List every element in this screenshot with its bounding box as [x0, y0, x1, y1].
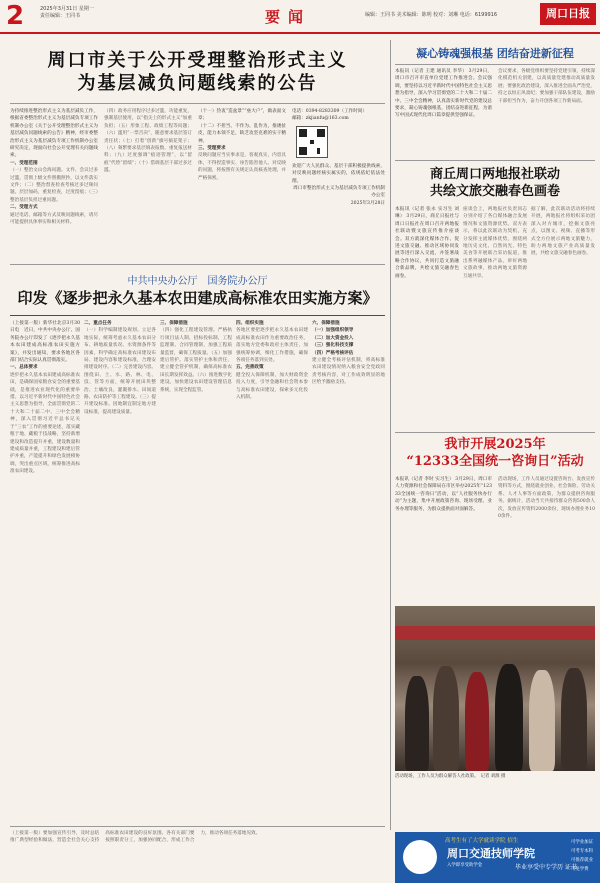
- sidebar1-column1: [395, 68, 492, 156]
- event-photo: [395, 606, 595, 771]
- article1-title-line1: 周口市关于公开受理整治形式主义: [47, 50, 348, 71]
- qr-code-icon: [296, 126, 328, 158]
- article1-email: 邮箱：zkjianfu@163.com: [292, 116, 349, 122]
- article2-filler: 各地区要把逐步把永久基本农田建成高标准农田作为重要政治任务，落实地方党委和政府主体责任，加强统筹协调，细化工作措施，确保各项任务落到实处。: [236, 328, 308, 364]
- sidebar2-column3: [531, 206, 595, 426]
- article1-top-rule: [10, 103, 385, 104]
- sidebar2-byline: 本报讯（记者 张永 实习生 刘琳）: [395, 207, 459, 220]
- sidebar2-filler: 座谈会上，两地报社负责同志分别介绍了各自媒体融合发展情况和文旅资源优势。双方表示，将以此次联动为契机，充分发挥主流媒体优势，围绕两地历史文化、自然风光、特色美食等开展联合采访报道，推出系列融媒体产品，讲好两地文旅故事，推动两地文旅资源互通共享。: [463, 207, 527, 279]
- page-header: [0, 0, 600, 34]
- article1-filler: （一）整治文山会海问题。文件、会议过多过滥，贯彻上级文件照搬照抄，以文件落实文件；（二）整治督查检查考核过多过频问题。层层加码，重复检查，过度留痕；（三）整治基层负担过重问题。: [10, 168, 98, 203]
- article2-column4: [236, 320, 308, 820]
- article1-col3-text: （十一）热衷“造盆景”“垒大户”，做表面文章； （十二）不担当、不作为、乱作为，推诿扯皮，能力本领不足，缺乏攻坚克难的实干精神。: [198, 109, 286, 144]
- sidebar1-title: 凝心铸魂强根基 团结奋进新征程: [416, 47, 574, 60]
- article1-signature: 周口市整治形式主义为基层减负专项工作机制办公室: [293, 186, 385, 199]
- sidebar2-title-line2: 共绘文旅交融春色画卷: [429, 184, 560, 199]
- article2-subhead: （三）强化科技支撑: [312, 343, 354, 349]
- header-editor: 责任编辑：王同书: [40, 13, 81, 19]
- ad-side-item: 可推荐就业: [571, 858, 593, 863]
- article1-column4: [292, 108, 385, 260]
- sidebar1-byline: 本报讯（记者 王建 通讯员 李华）: [395, 69, 467, 74]
- article2-head3: 三、保障措施: [160, 321, 188, 326]
- header-info: [40, 6, 160, 20]
- article1-date: 2025年3月28日: [350, 200, 385, 206]
- ad-tagline: 高考生有了大学就读学院 招生: [445, 838, 519, 844]
- article2-head6: 六、保障措施: [312, 321, 340, 326]
- article1-column3: [198, 108, 286, 260]
- article2-title: 印发《逐步把永久基本农田建成高标准农田实施方案》: [17, 289, 378, 307]
- sidebar3-text: 3月29日，周口市人力资源和社会保障局在市区举办2025年“12333全国统一咨询日”活动，以“人社服务快办行动”为主题，集中开展政策咨询、现场受理、业务办理等服务，为群众提供面对面解答。: [395, 477, 492, 512]
- sidebar2-column2: [463, 206, 527, 426]
- section-title: 要闻: [265, 8, 312, 26]
- article1-notice: 欢迎广大人民群众、基层干部积极提供线索，对反映问题经核实属实的，依规依纪依法处理。: [292, 163, 385, 184]
- column-divider: [390, 40, 391, 830]
- article2-filler: 逐步把永久基本农田建成高标准农田，是确保国家粮食安全的重要基础，是推进农业现代化的重要举措。以习近平新时代中国特色社会主义思想为指导，全面贯彻党的二十大和二十届二中、三中全会精神，深入贯彻习近平总书记关于“三农”工作的重要论述，落实藏粮于地、藏粮于技战略，坚持新增建设和改造提升并重，建设数量和建成质量并重，工程建设和建后管护并重，产能提升和绿色发展相协调，突出重点区域，统筹推进高标准农田建设。: [10, 372, 80, 475]
- page-number: 2: [6, 1, 25, 31]
- article2-subhead: （四）严格考核评估: [312, 350, 354, 356]
- sidebar1-text: 3月29日，周口市召开市直单位党建工作推进会。会议强调，要坚持以习近平新时代中国特色社会主义思想为指导，深入学习贯彻党的二十大和二十届二中、三中全会精神，认真落实新时代党的建设总要求，凝心铸魂强根基，团结奋进新征程，为谱写中国式现代化周口篇章提供坚强保证。: [395, 69, 492, 119]
- article2-filler: 健全投入保障机制，加大财政资金投入力度，引导金融和社会资本参与高标准农田建设，探索多元化投入机制。: [236, 372, 308, 401]
- sidebar3-column2: [498, 476, 595, 601]
- article1-title-line2: 为基层减负问题线索的公告: [77, 73, 318, 94]
- sidebar2-top-rule: [395, 160, 595, 161]
- photo-caption: 活动现场，工作人员为群众解答人社政策。 记者 刘源 摄: [395, 774, 506, 779]
- ad-side-item: 可学业加证: [571, 840, 593, 845]
- article2-kicker: 中共中央办公厅 国务院办公厅: [127, 276, 268, 287]
- sidebar3-byline: 本报讯（记者 李时 实习生）: [395, 477, 454, 482]
- sidebar3-filler: 活动现场，工作人员通过设置咨询台、发放宣传资料等方式，围绕就业创业、社会保险、劳动关系、人才人事等方面政策，为群众提供咨询服务。据统计，活动当天共接待群众咨询500余人次，发放宣传资料2000余份，现场办理业务100余件。: [498, 477, 595, 520]
- article2-lead: （上接第一版）新华社北京3月30日电 近日，中共中央办公厅、国务院办公厅印发了《逐步把永久基本农田建成高标准农田实施方案》，并发出通知，要求各地区各部门结合实际认真贯彻落实。: [10, 321, 80, 364]
- article1-section1: 一、受理范围: [10, 160, 38, 166]
- article2-head1: 一、总体要求: [10, 365, 38, 371]
- ad-side-list: [571, 838, 596, 878]
- school-advertisement: [395, 832, 600, 883]
- sidebar2-column1: [395, 206, 459, 426]
- article2-continued: [10, 830, 385, 880]
- article2-column3: [160, 320, 232, 820]
- article1-intro: 为持续推进整治形式主义为基层减负工作，根据省委整治形式主义为基层减负专项工作机制办公室《关于公开受理整治形式主义为基层减负问题线索的公告》精神，经市委整治形式主义为基层减负专项工作机制办公室研究决定，现面向社会公开受理有关问题线索。: [10, 109, 98, 159]
- article2-filler: （上接第一版）要加强宣传引导，及时总结推广典型经验和做法，营造全社会关心支持高标准农田建设的良好氛围。各有关部门要按照职责分工，加强协同配合，形成工作合力，推动各项任务落地见效。: [10, 831, 261, 844]
- article2-subhead: （一）加强组织领导: [312, 328, 354, 334]
- article1-filler: （四）政务应用程序过多过滥，功能重复，强制基层使用，以“指尖上的形式主义”加重负担；（五）形象工程、政绩工程等问题；（六）滥用“一票否决”，随意要求基层签订责任状；（七）打着“创新”旗号搞花架子；（八）频繁要求基层填表报数、重复报送材料；（九）过度强调“痕迹管理”，以“留痕”代替“留绩”；（十）借调基层干部过多过滥。: [104, 109, 192, 174]
- sidebar1-filler: 会议要求，各级党组织要坚持党建引领，持续深化模范机关创建，以高质量党建推动高质量发展；要强化政治建设，深入推进全面从严治党，持之以恒正风肃纪；要加强干部队伍建设，激励干部担当作为，奋力开创各项工作新局面。: [498, 69, 595, 104]
- article2-rule: [10, 315, 385, 316]
- article2-column2: [84, 320, 156, 820]
- article1-column1: [10, 108, 98, 260]
- sidebar3-column1: [395, 476, 492, 601]
- article2-head4: 四、组织实施: [236, 321, 264, 326]
- article2-head2: 二、重点任务: [84, 321, 112, 326]
- header-date: 2025年3月31日 星期一: [40, 6, 94, 12]
- article1-section2: 二、受理方式: [10, 205, 38, 211]
- ad-side-item: 可免学费: [571, 867, 589, 872]
- sidebar3-top-rule: [395, 432, 595, 433]
- ad-side-item: 可考专本科: [571, 849, 593, 854]
- article2-subhead: （二）加大资金投入: [312, 335, 354, 341]
- article2-bottom-rule: [10, 826, 385, 827]
- ad-school-name: 周口交通技师学院: [447, 847, 535, 860]
- article1-bottom-rule: [10, 264, 385, 265]
- sidebar2-title-line1: 商丘周口两地报社联动: [429, 167, 560, 182]
- sidebar2-text: 3月29日，商丘日报社与周口日报社在周口召开两地报社联动暨文旅宣传推介座谈会。双方就深化媒体合作、促进文旅交融、推动区域协同发展等进行深入交流，并签署战略合作协议，共同打造文旅融合新品牌，共绘文旅交融春色画卷。: [395, 214, 459, 279]
- masthead-logo: 周口日报: [540, 3, 596, 25]
- ad-benefit: 入学即享受助学金: [447, 863, 483, 868]
- article1-column2: [104, 108, 192, 260]
- article1-phone: 电话：0394-8283309（工作时间）: [292, 109, 368, 114]
- sidebar3-title-line2: “12333全国统一咨询日”活动: [406, 454, 584, 469]
- sidebar2-filler: 据了解，此次联动活动将持续开展，两地报社将组织采访团深入对方城市，挖掘文旅亮点，以图文、视频、直播等形式全方位展示两地文旅魅力，助力两地文旅产业高质量发展，共绘文旅交融春色画卷。: [531, 207, 595, 257]
- article1-filler: 反映问题应当实事求是，客观真实，内容具体，不得捏造事实、诬告陷害他人。对反映的问题，将按照有关规定认真核查处理，并严格保密。: [198, 153, 286, 181]
- article2-filler: 建立健全考核评估机制，将高标准农田建设情况纳入粮食安全党政同责考核内容，对工作成效明显的地区给予激励支持。: [312, 358, 385, 386]
- article1-section3: 三、受理要求: [198, 146, 226, 152]
- article2-column5: [312, 320, 385, 820]
- article1-filler: 通过电话、邮箱等方式反映问题线索，请尽可能提供具体事实和相关材料。: [10, 212, 98, 226]
- ad-diploma: 毕业享受中专学历 证书: [515, 864, 577, 871]
- school-logo-icon: [403, 840, 437, 874]
- article2-column1: [10, 320, 80, 820]
- article2-filler: （一）科学编制建设规划。立足各地实际，统筹考虑永久基本农田分布、耕地质量状况、水资源条件等因素，科学确定高标准农田建设布局、建设内容和建设标准，合理安排建设时序。（二）完善建设内容。围绕田、土、水、路、林、电、技、管等方面，统筹开展田块整治、土壤改良、灌溉排水、田间道路、农田防护等工程建设。（三）提升建设标准。因地制宜制定地方建设标准，提高建设质量。: [84, 328, 156, 415]
- sidebar1-column2: [498, 68, 595, 156]
- header-credits: 编辑：王同书 美术编辑：陈明 校对：刘琳 电话：6199916: [365, 12, 498, 18]
- sidebar1-rule: [395, 64, 595, 65]
- article2-head5: 五、完善政策: [236, 365, 264, 371]
- sidebar3-title-line1: 我市开展2025年: [444, 437, 546, 452]
- article2-filler: （四）强化工程建设管理。严格执行项目法人制、招标投标制、工程监理制、合同管理制，加强工程质量监督，确保工程质量。（五）加强建后管护。落实管护主体和责任，建立健全管护机制，确保高标准农田长期发挥效益。（六）推进数字化建设。加快建设农田建设管理信息系统，实现全程监管。: [160, 328, 232, 393]
